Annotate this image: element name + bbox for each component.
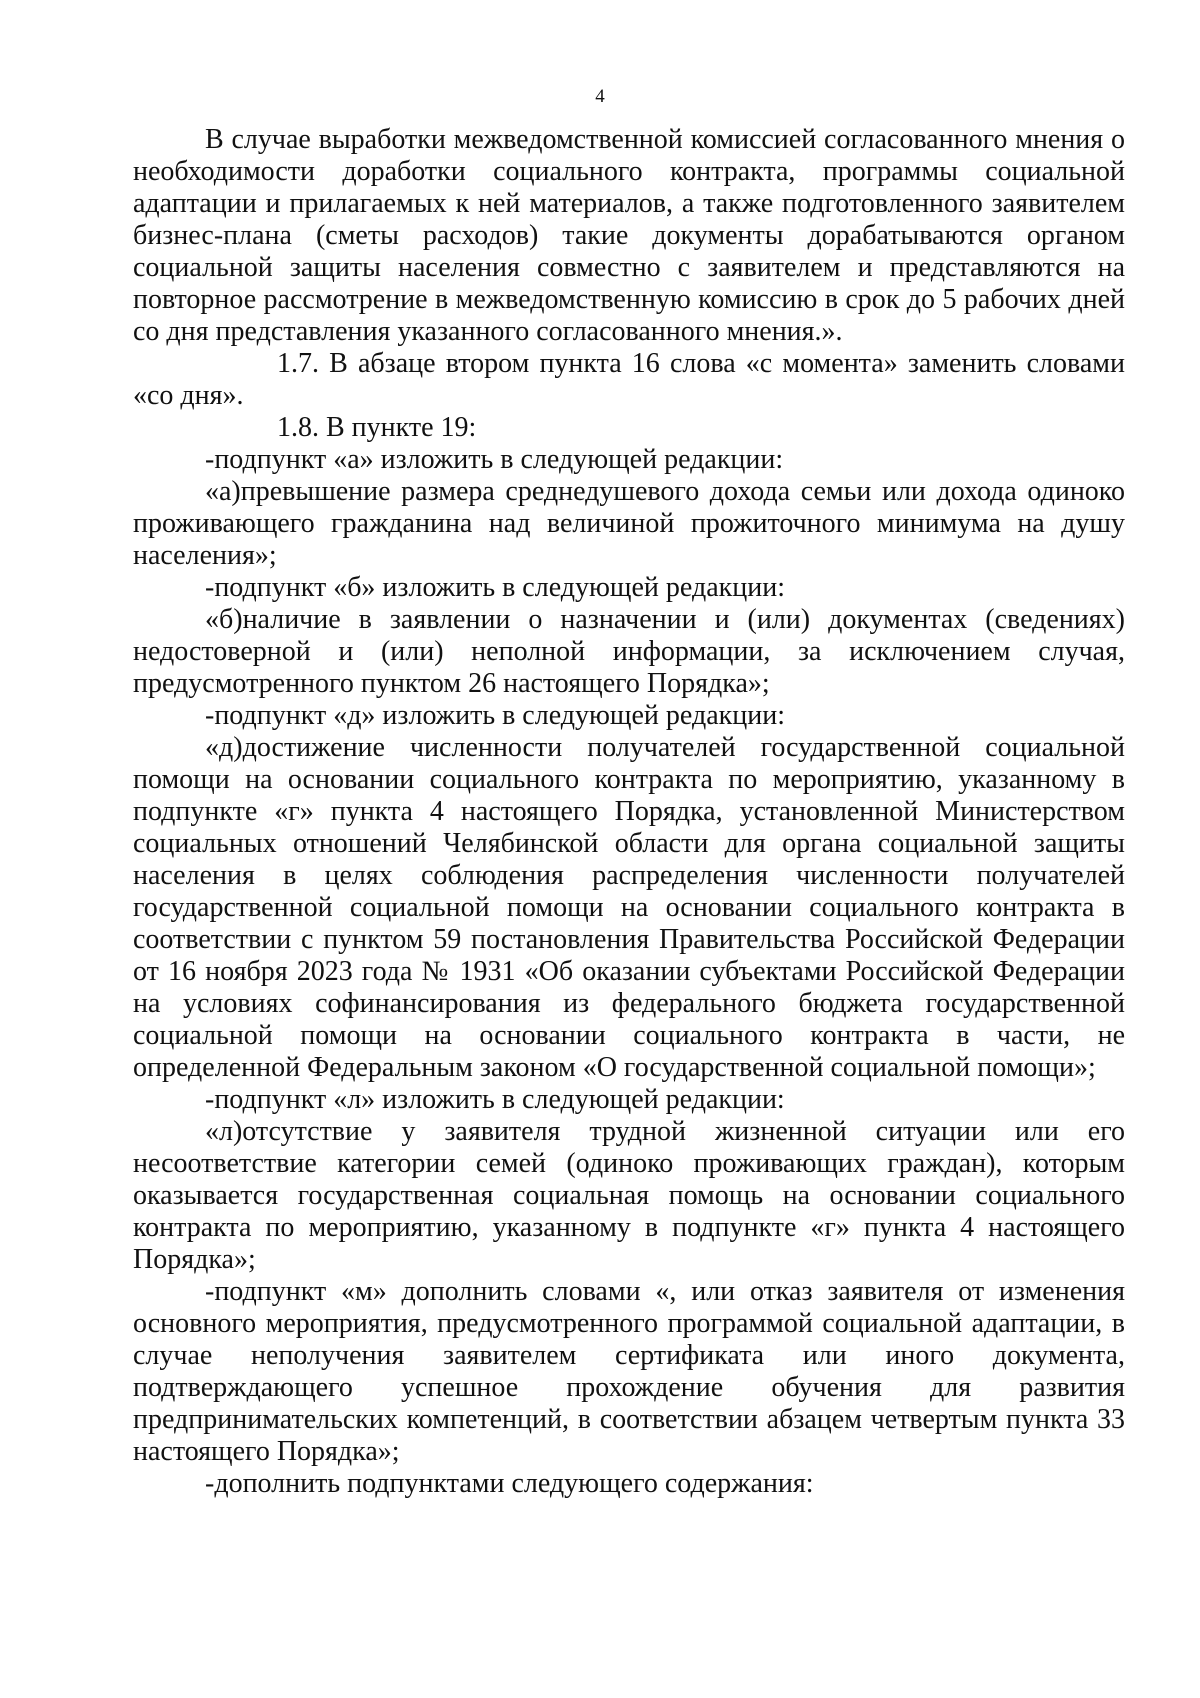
paragraph-subpoint-m-text: -подпункт «м» дополнить словами «, или отказ заявителя от изменения основного мероприятия, предусмотренного программой социальной адаптации, в случае неполучения заявителем сертификата или иного документа, подтверждающего успешное прохождение обучения для развития предпринимательских компетенций, в соответствии абзацем четвертым пункта 33 настоящего Порядка»;: [133, 1276, 1125, 1467]
paragraph-subpoint-d-intro: -подпункт «д» изложить в следующей редакции:: [205, 700, 785, 731]
clause-number-1-7: 1.7.: [277, 348, 319, 379]
paragraph-1-8: [133, 412, 1125, 444]
paragraph-1-7: [133, 348, 1125, 412]
clause-number-1-8: 1.8.: [277, 412, 319, 443]
paragraph-subpoint-b-intro: -подпункт «б» изложить в следующей редакции:: [205, 572, 785, 603]
paragraph-subpoint-b-text: «б)наличие в заявлении о назначении и (или) документах (сведениях) недостоверной и (или) неполной информации, за исключением случая, предусмотренного пунктом 26 настоящего Порядка»;: [133, 604, 1125, 699]
paragraph-subpoint-l-text: «л)отсутствие у заявителя трудной жизненной ситуации или его несоответствие категории семей (одиноко проживающих граждан), которым оказывается государственная социальная помощь на основании социального контракта по мероприятию, указанному в подпункте «г» пункта 4 настоящего Порядка»;: [133, 1116, 1125, 1275]
paragraph-1-7-text: В абзаце втором пункта 16 слова «с момента» заменить словами «со дня».: [133, 348, 1125, 411]
paragraph-add-subpoints: -дополнить подпунктами следующего содержания:: [205, 1468, 814, 1499]
paragraph-1-8-text: В пункте 19:: [326, 412, 477, 443]
body-text: [133, 124, 1125, 1500]
paragraph-subpoint-a-intro: -подпункт «а» изложить в следующей редакции:: [205, 444, 784, 475]
paragraph-subpoint-d-text: «д)достижение численности получателей государственной социальной помощи на основании социального контракта по мероприятию, указанному в подпункте «г» пункта 4 настоящего Порядка, установленной Министерством социальных отношений Челябинской области для органа социальной защиты населения в целях соблюдения распределения численности получателей государственной социальной помощи на основании социального контракта в соответствии с пунктом 59 постановления Правительства Российской Федерации от 16 ноября 2023 года № 1931 «Об оказании субъектами Российской Федерации на условиях софинансирования из федерального бюджета государственной социальной помощи на основании социального контракта в части, не определенной Федеральным законом «О государственной социальной помощи»;: [133, 732, 1125, 1083]
page-number: 4: [595, 86, 605, 107]
paragraph-commission-opinion: В случае выработки межведомственной комиссией согласованного мнения о необходимости доработки социального контракта, программы социальной адаптации и прилагаемых к ней материалов, а также подготовленного заявителем бизнес-плана (сметы расходов) такие документы дорабатываются органом социальной защиты населения совместно с заявителем и представляются на повторное рассмотрение в межведомственную комиссию в срок до 5 рабочих дней со дня представления указанного согласованного мнения.».: [133, 124, 1125, 347]
paragraph-subpoint-l-intro: -подпункт «л» изложить в следующей редакции:: [205, 1084, 785, 1115]
paragraph-subpoint-a-text: «а)превышение размера среднедушевого дохода семьи или дохода одиноко проживающего гражданина над величиной прожиточного минимума на душу населения»;: [133, 476, 1125, 571]
